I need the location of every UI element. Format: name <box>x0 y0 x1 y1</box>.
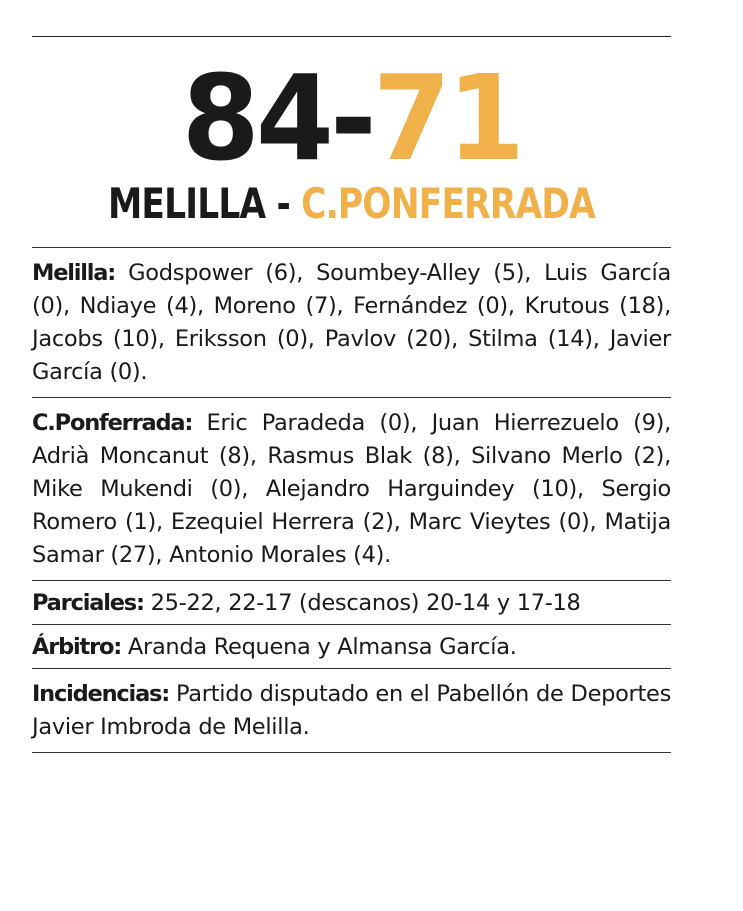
melilla-players: Godspower (6), Soumbey-Alley (5), Luis García (0), Ndiaye (4), Moreno (7), Fernández (0), Krutous (18), Jacobs (10), Eriksson (0), Pavlov (20), Stilma (14), Javier García (0). <box>32 260 671 385</box>
score-separator: - <box>330 49 373 187</box>
parciales-label: Parciales: <box>32 590 144 616</box>
home-score: 84 <box>181 49 331 187</box>
match-summary-box <box>32 36 671 753</box>
arbitro-label: Árbitro: <box>32 634 122 660</box>
melilla-lineup <box>32 248 671 397</box>
ponferrada-label: C.Ponferrada: <box>32 410 193 436</box>
ponferrada-lineup <box>32 398 671 580</box>
arbitro-row <box>32 625 671 668</box>
away-score: 71 <box>372 49 522 187</box>
incidencias-label: Incidencias: <box>32 681 170 707</box>
melilla-label: Melilla: <box>32 260 116 286</box>
top-divider <box>32 36 671 37</box>
team-separator: - <box>265 179 302 228</box>
arbitro-value: Aranda Requena y Almansa García. <box>121 634 517 660</box>
parciales-value: 25-22, 22-17 (descanos) 20-14 y 17-18 <box>143 590 581 616</box>
bottom-divider <box>32 752 671 753</box>
incidencias-value: Partido disputado en el Pabellón de Deportes Javier Imbroda de Melilla. <box>32 681 671 740</box>
away-team: C.PONFERRADA <box>301 179 596 228</box>
home-team: MELILLA <box>107 179 266 228</box>
final-score <box>48 49 655 187</box>
incidencias-row <box>32 669 671 752</box>
ponferrada-players: Eric Paradeda (0), Juan Hierrezuelo (9), Adrià Moncanut (8), Rasmus Blak (8), Silvano Merlo (2), Mike Mukendi (0), Alejandro Harguindey (10), Sergio Romero (1), Ezequiel Herrera (2), Marc Vieytes (0), Matija Samar (27), Antonio Morales (4). <box>32 410 671 568</box>
team-names <box>90 179 614 247</box>
parciales-row <box>32 581 671 624</box>
